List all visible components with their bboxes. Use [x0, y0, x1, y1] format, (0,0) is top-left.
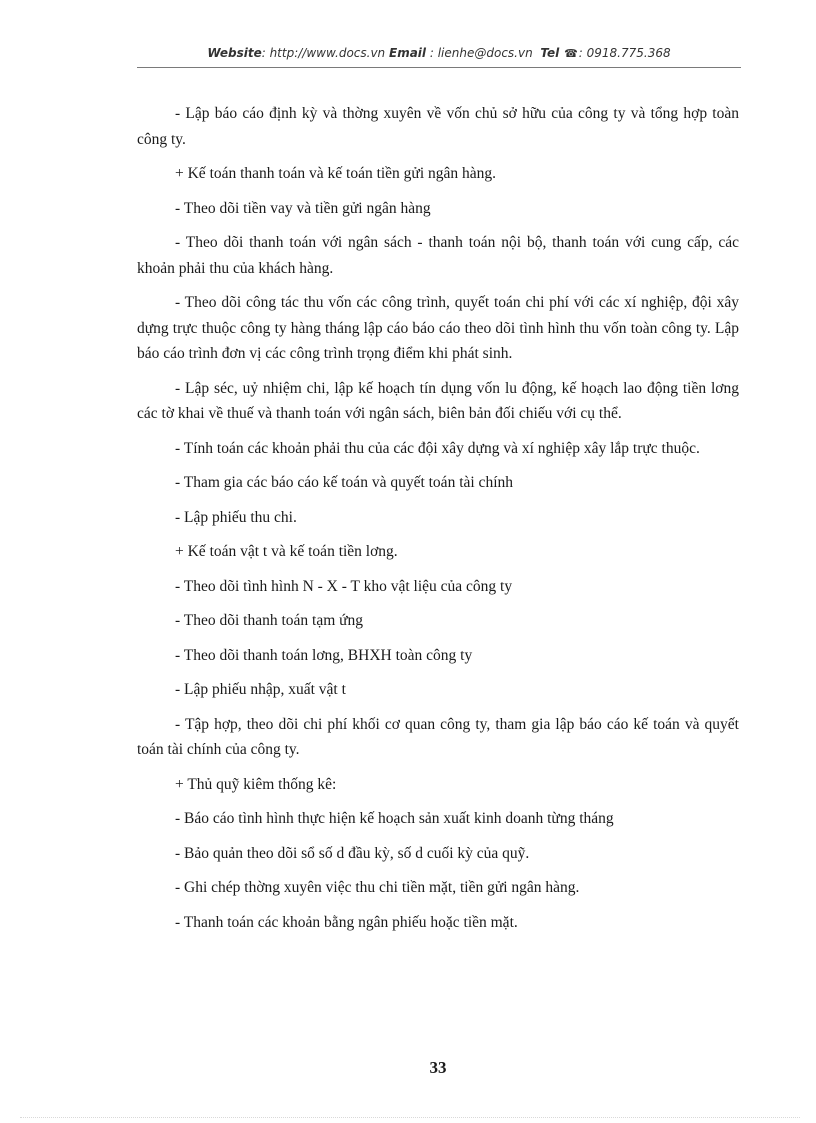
footer-divider: [20, 1117, 800, 1118]
tel-label: Tel: [540, 46, 560, 60]
paragraph: - Lập phiếu nhập, xuất vật t: [175, 681, 346, 698]
paragraph: - Lập báo cáo định kỳ và thờng xuyên về vốn chủ sở hữu của công ty và tổng hợp toàn công ty.: [137, 105, 739, 148]
paragraph: - Thanh toán các khoản bằng ngân phiếu hoặc tiền mặt.: [175, 913, 518, 931]
website-label: Website: [207, 46, 262, 60]
paragraph: - Bảo quản theo dõi sổ số d đầu kỳ, số d cuối kỳ của quỹ.: [175, 844, 530, 862]
paragraph: - Theo dõi thanh toán tạm ứng: [175, 612, 364, 629]
paragraph: - Tính toán các khoản phải thu của các đội xây dựng và xí nghiệp xây lắp trực thuộc.: [175, 439, 700, 457]
paragraph: - Theo dõi thanh toán với ngân sách - thanh toán nội bộ, thanh toán với cung cấp, các khoản phải thu của khách hàng.: [137, 234, 739, 277]
paragraph: - Lập séc, uỷ nhiệm chi, lập kế hoạch tín dụng vốn lu động, kế hoạch lao động tiền lơng các tờ khai về thuế và thanh toán với ngân sách, biên bản đối chiếu với cụ thể.: [137, 379, 739, 422]
paragraph: + Kế toán thanh toán và kế toán tiền gửi ngân hàng.: [175, 165, 497, 182]
email-value: : lienhe@docs.vn: [429, 46, 533, 60]
website-value: : http://www.docs.vn: [261, 46, 386, 60]
email-label: Email: [389, 46, 427, 60]
telephone-icon: ☎: [564, 47, 578, 60]
document-body: [137, 101, 739, 944]
paragraph: + Kế toán vật t và kế toán tiền lơng.: [175, 543, 398, 560]
tel-value: : 0918.775.368: [578, 46, 671, 60]
paragraph: - Lập phiếu thu chi.: [175, 508, 297, 526]
paragraph: - Báo cáo tình hình thực hiện kế hoạch sản xuất kinh doanh từng tháng: [175, 810, 614, 827]
paragraph: + Thủ quỹ kiêm thống kê:: [175, 775, 337, 793]
header-divider: [137, 67, 741, 68]
paragraph: - Theo dõi thanh toán lơng, BHXH toàn công ty: [175, 646, 473, 664]
paragraph: - Theo dõi tình hình N - X - T kho vật liệu của công ty: [175, 577, 513, 595]
paragraph: - Tập hợp, theo dõi chi phí khối cơ quan công ty, tham gia lập báo cáo kế toán và quyết toán tài chính của công ty.: [137, 715, 739, 758]
paragraph: - Ghi chép thờng xuyên việc thu chi tiền mặt, tiền gửi ngân hàng.: [175, 879, 580, 896]
page-number: 33: [429, 1058, 447, 1077]
paragraph: - Tham gia các báo cáo kế toán và quyết toán tài chính: [175, 474, 513, 491]
paragraph: - Theo dõi tiền vay và tiền gửi ngân hàng: [175, 199, 431, 217]
paragraph: - Theo dõi công tác thu vốn các công trình, quyết toán chi phí với các xí nghiệp, đội xây dựng trực thuộc công ty hàng tháng lập cáo báo cáo theo dõi tình hình thu vốn toàn công ty. Lập báo cáo trình đơn vị các công trình trọng điểm khi phát sinh.: [137, 294, 739, 362]
page-header: [137, 46, 741, 60]
